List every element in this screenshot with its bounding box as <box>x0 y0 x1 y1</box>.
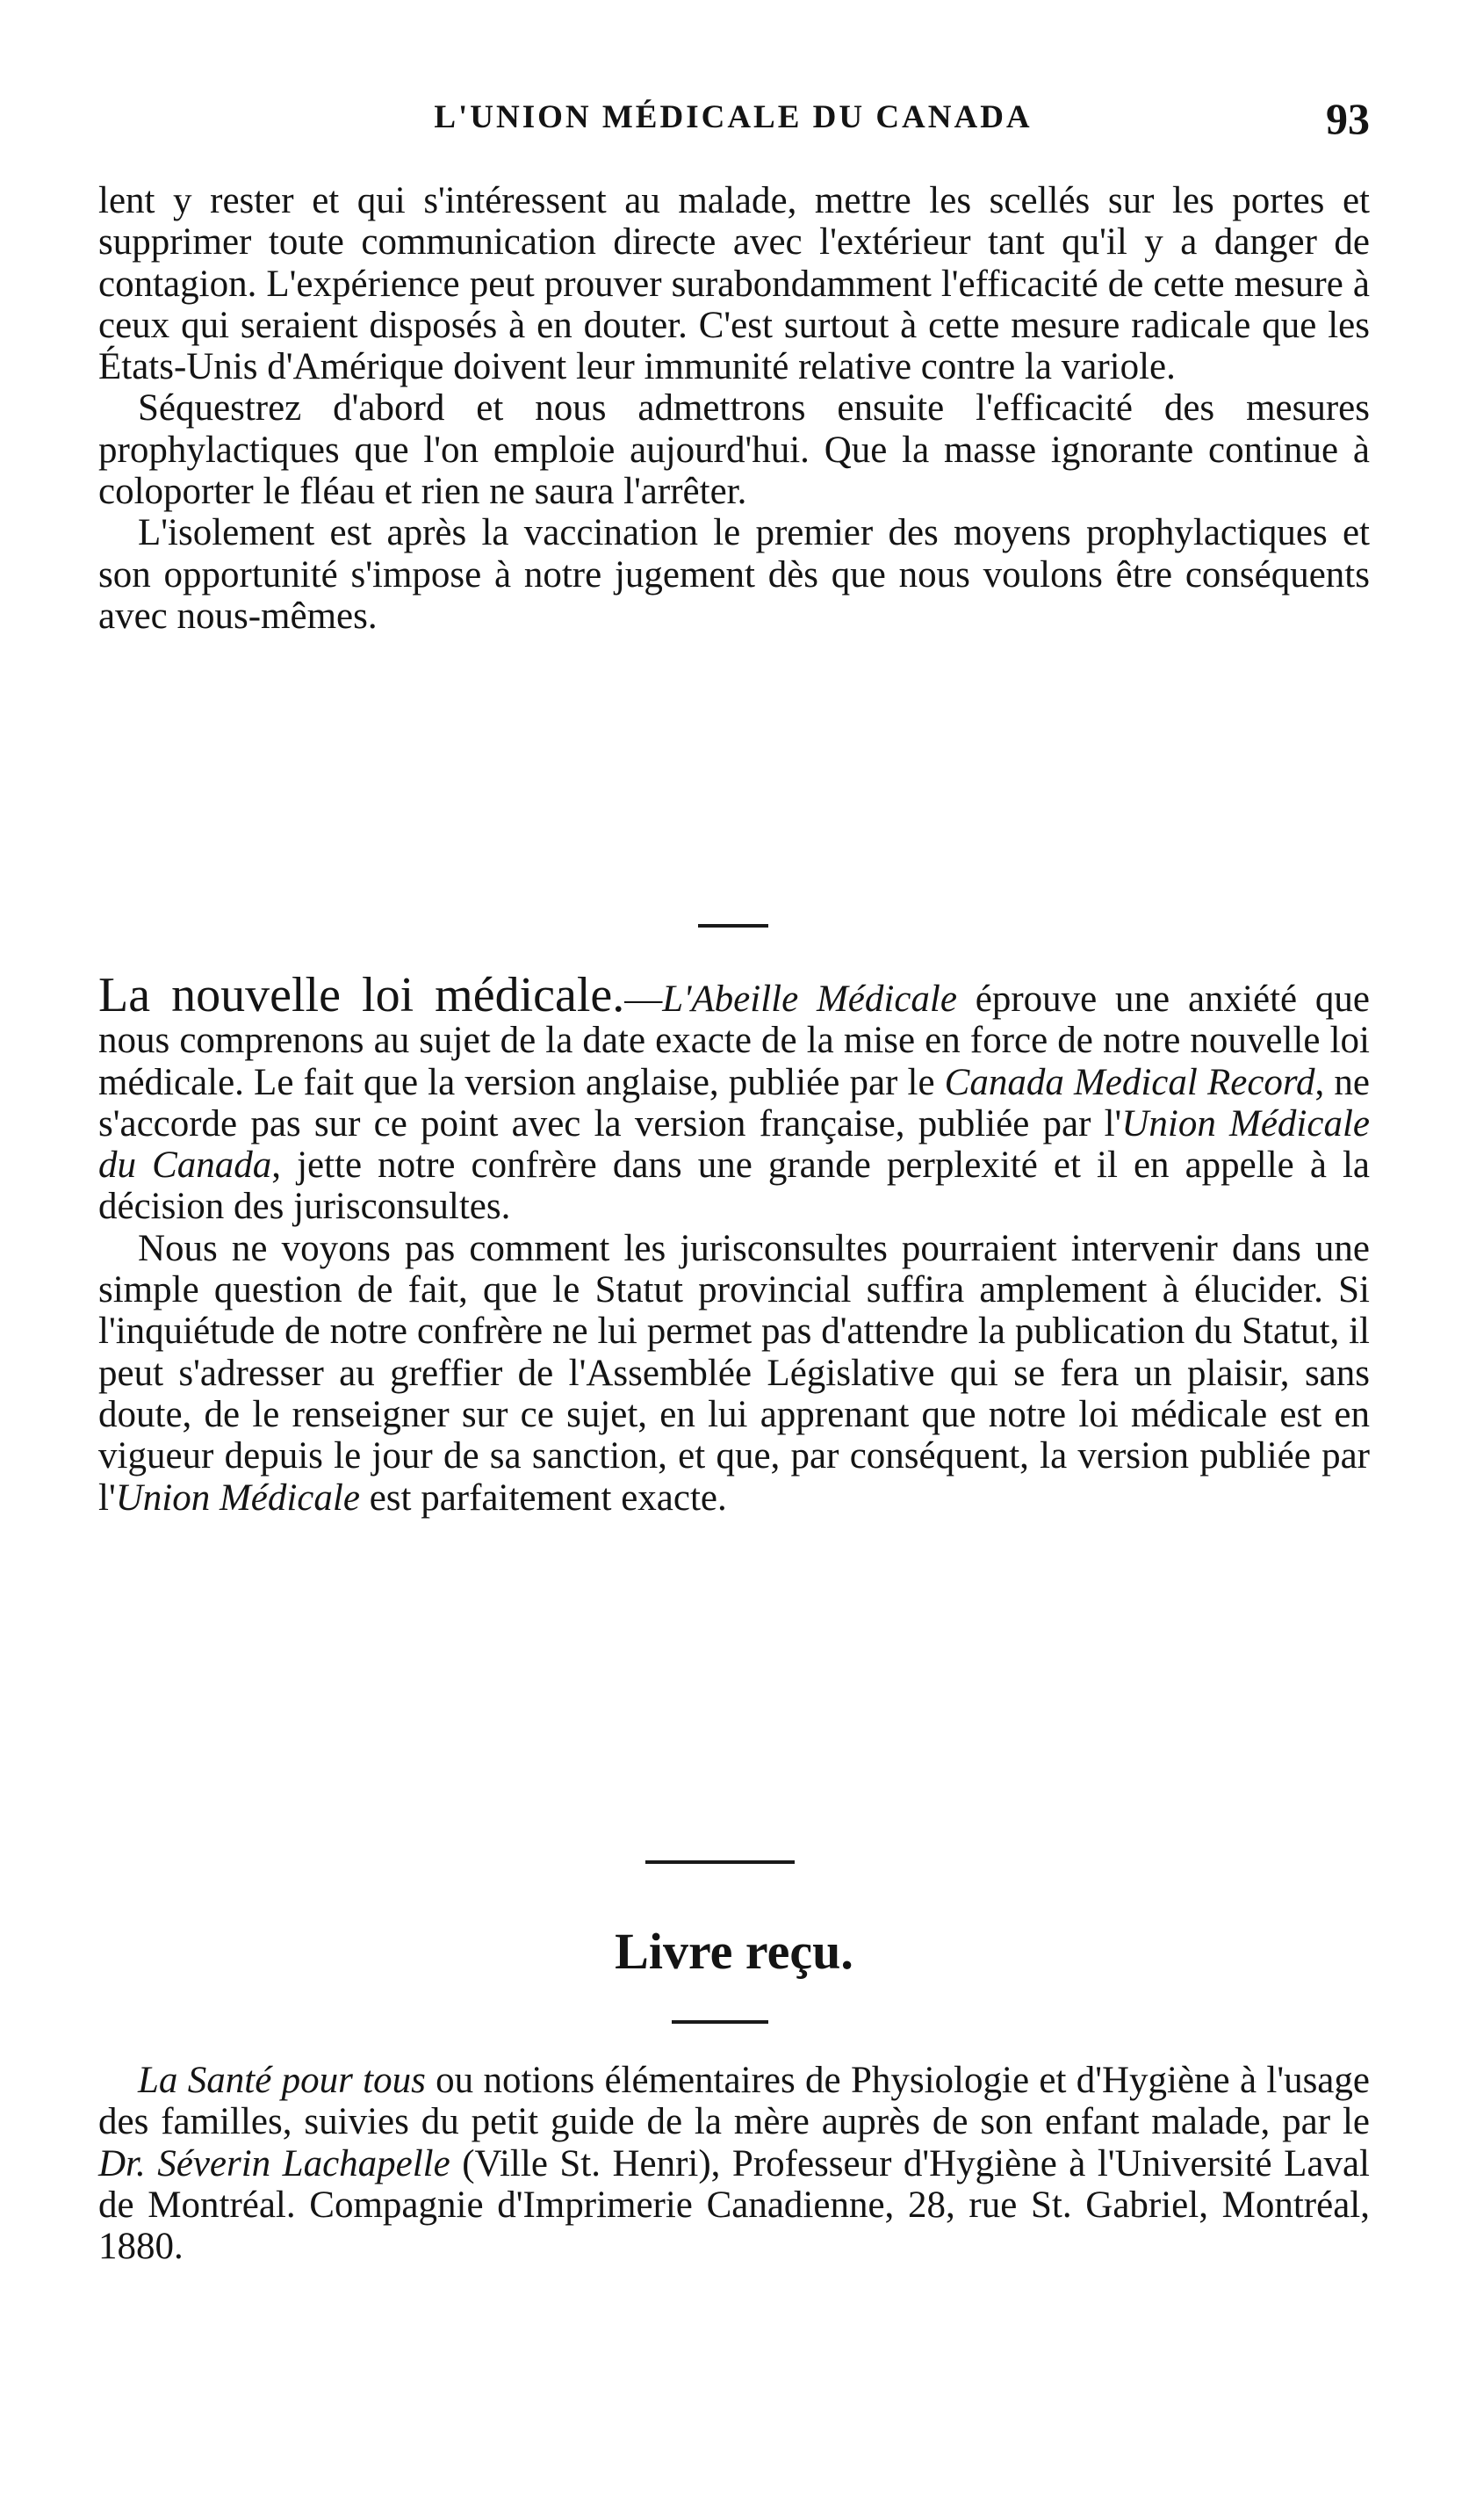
text-run: ou notions élémentaires de Physiologie et d'Hygiène à l'usage des familles, suivies du petit guide de la mère auprès de son enfant malade, par le <box>98 2060 1370 2143</box>
article-isolation <box>98 180 1370 637</box>
paragraph: L'isolement est après la vaccination le premier des moyens prophylactiques et son opportunité s'impose à notre jugement dès que nous voulons être conséquents avec nous-mêmes. <box>98 512 1370 637</box>
article-book-received <box>98 2060 1370 2267</box>
author-name: Dr. Séverin Lachapelle <box>98 2142 450 2184</box>
em-dash: — <box>624 978 663 1020</box>
text-run: est parfaitement exacte. <box>359 1477 727 1519</box>
paragraph <box>98 1228 1370 1519</box>
text-run: , ne s'accorde pas sur ce point avec la version française, publiée par l' <box>98 1061 1371 1144</box>
journal-name: L'Abeille Médicale <box>662 978 957 1020</box>
text-run: éprouve une anxiété que nous comprenons au sujet de la date exacte de la mise en force de notre nouvelle loi médicale. Le fait que la version anglaise, publiée par le <box>98 978 1370 1103</box>
section-title: Livre reçu. <box>615 1923 853 1980</box>
section-divider <box>645 1860 795 1864</box>
paragraph: Séquestrez d'abord et nous admettrons ensuite l'efficacité des mesures prophylactiques que l'on emploie aujourd'hui. Que la masse ignorante continue à coloporter le fléau et rien ne saura l'arrêter. <box>98 387 1370 513</box>
paragraph <box>98 2060 1370 2267</box>
running-title: L'UNION MÉDICALE DU CANADA <box>434 99 1033 135</box>
section-heading: La nouvelle loi médicale. <box>98 968 625 1022</box>
book-title: La Santé pour tous <box>138 2060 426 2101</box>
page-number: 93 <box>1326 94 1370 143</box>
article-medical-law <box>98 968 1371 1519</box>
section-divider <box>698 924 768 928</box>
paragraph <box>98 968 1371 1228</box>
journal-name: Union Médicale <box>115 1477 360 1519</box>
page-header <box>97 94 1370 151</box>
section-divider <box>672 2020 768 2024</box>
journal-name: Union Médicale du Canada <box>98 1102 1370 1187</box>
text-run: Nous ne voyons pas comment les jurisconsultes pourraient intervenir dans une simple question de fait, que le Statut provincial suffira amplement à élucider. Si l'inquiétude de notre confrère ne lui permet pas d'attendre la publication du Statut, il peut s'adresser au greffier de l'Assemblée Législative qui se fera un plaisir, sans doute, de le renseigner sur ce sujet, en lui apprenant que notre loi médicale est en vigueur depuis le jour de sa sanction, et que, par conséquent, la version publiée par l' <box>98 1227 1370 1519</box>
text-run: , jette notre confrère dans une grande perplexité et il en appelle à la décision des jurisconsultes. <box>98 1144 1370 1228</box>
text-run: (Ville St. Henri), Professeur d'Hygiène à l'Université Laval de Montréal. Compagnie d'Imprimerie Canadienne, 28, rue St. Gabriel, Montréal, 1880. <box>98 2142 1370 2268</box>
journal-name: Canada Medical Record <box>944 1061 1315 1103</box>
paragraph: lent y rester et qui s'intéressent au malade, mettre les scellés sur les portes et supprimer toute communication directe avec l'extérieur tant qu'il y a danger de contagion. L'expérience peut prouver surabondamment l'efficacité de cette mesure à ceux qui seraient disposés à en douter. C'est surtout à cette mesure radicale que les États-Unis d'Amérique doivent leur immunité relative contre la variole. <box>98 180 1370 388</box>
